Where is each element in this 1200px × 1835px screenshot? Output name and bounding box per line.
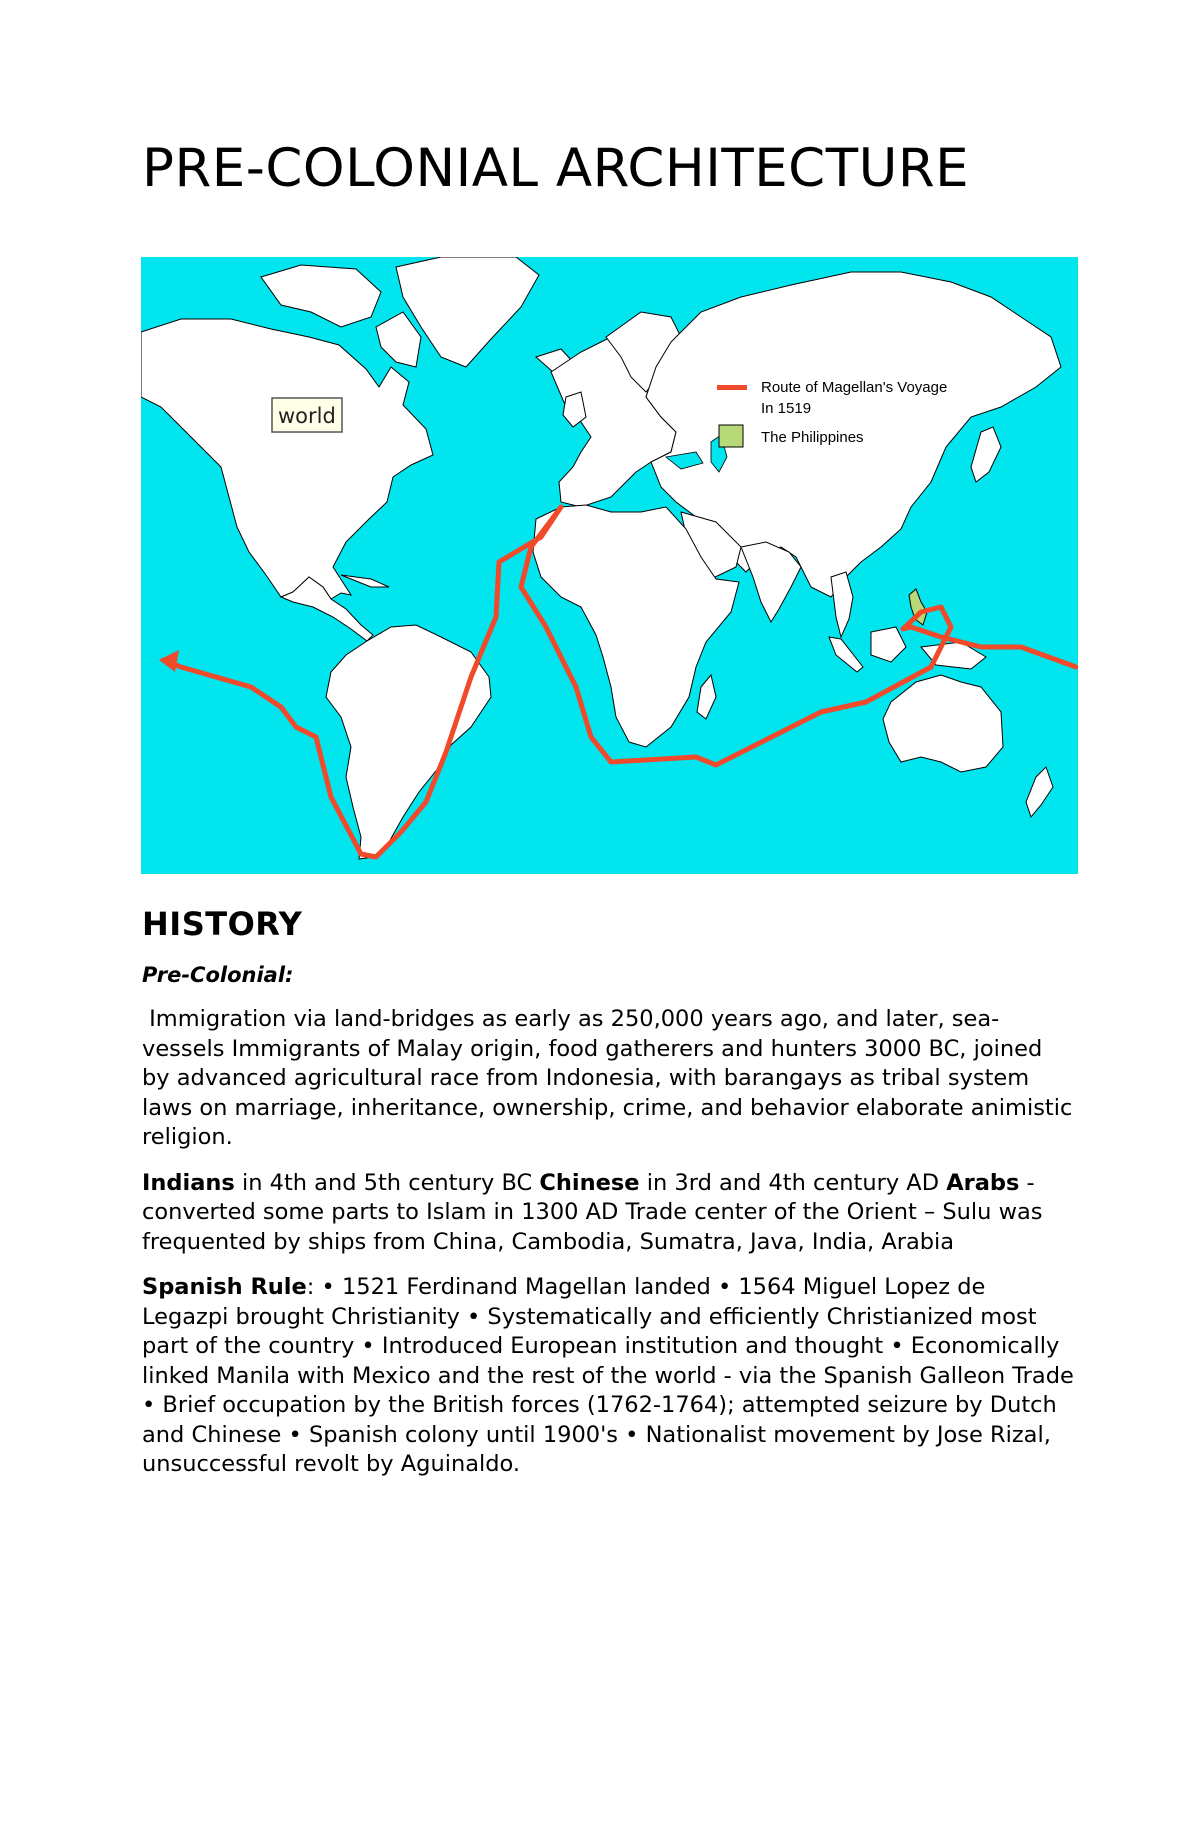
world-map xyxy=(141,257,1078,874)
spanish-rule-paragraph xyxy=(142,1273,1077,1480)
legend-route-label-1: Route of Magellan's Voyage xyxy=(761,379,948,396)
influences-paragraph xyxy=(142,1169,1077,1258)
history-section xyxy=(142,905,1080,1496)
world-tooltip xyxy=(272,398,342,432)
immigration-paragraph: Immigration via land-bridges as early as 250,000 years ago, and later, sea-vessels Immigrants of Malay origin, food gatherers and hunters 3000 BC, joined by advanced agricultural race from Indonesia, with barangays as tribal system laws on marriage, inheritance, ownership, crime, and behavior elaborate animistic religion. xyxy=(142,1006,1080,1150)
indians-text: in 4th and 5th century BC xyxy=(234,1169,540,1196)
arabs-label: Arabs xyxy=(946,1169,1020,1196)
spanish-rule-text: : • 1521 Ferdinand Magellan landed • 1564 Miguel Lopez de Legazpi brought Christianity • Systematically and efficiently Christianized most part of the country • Introduced European institution and thought • Economically linked Manila with Mexico and the rest of the world - via the Spanish Galleon Trade • Brief occupation by the British forces (1762-1764); attempted seizure by Dutch and Chinese • Spanish colony until 1900's • Nationalist movement by Jose Rizal, unsuccessful revolt by Aguinaldo. xyxy=(142,1274,1074,1477)
chinese-text: in 3rd and 4th century AD xyxy=(639,1169,947,1196)
legend-route-label-2: In 1519 xyxy=(761,400,812,417)
legend-philippines-label: The Philippines xyxy=(761,429,864,446)
indians-label: Indians xyxy=(142,1169,235,1196)
spanish-rule-label: Spanish Rule xyxy=(142,1274,307,1300)
history-heading: HISTORY xyxy=(142,905,303,943)
chinese-label: Chinese xyxy=(539,1169,640,1196)
page-title: PRE-COLONIAL ARCHITECTURE xyxy=(142,138,970,199)
legend-philippines-swatch xyxy=(719,425,743,447)
legend-route-swatch xyxy=(717,385,747,390)
tooltip-text: world xyxy=(278,404,336,428)
pre-colonial-subheading: Pre-Colonial: xyxy=(142,963,294,987)
arabs-text: - converted some parts to Islam in 1300 AD Trade center of the Orient – Sulu was frequented by ships from China, Cambodia, Sumatra, Java, India, Arabia xyxy=(142,1169,1043,1255)
